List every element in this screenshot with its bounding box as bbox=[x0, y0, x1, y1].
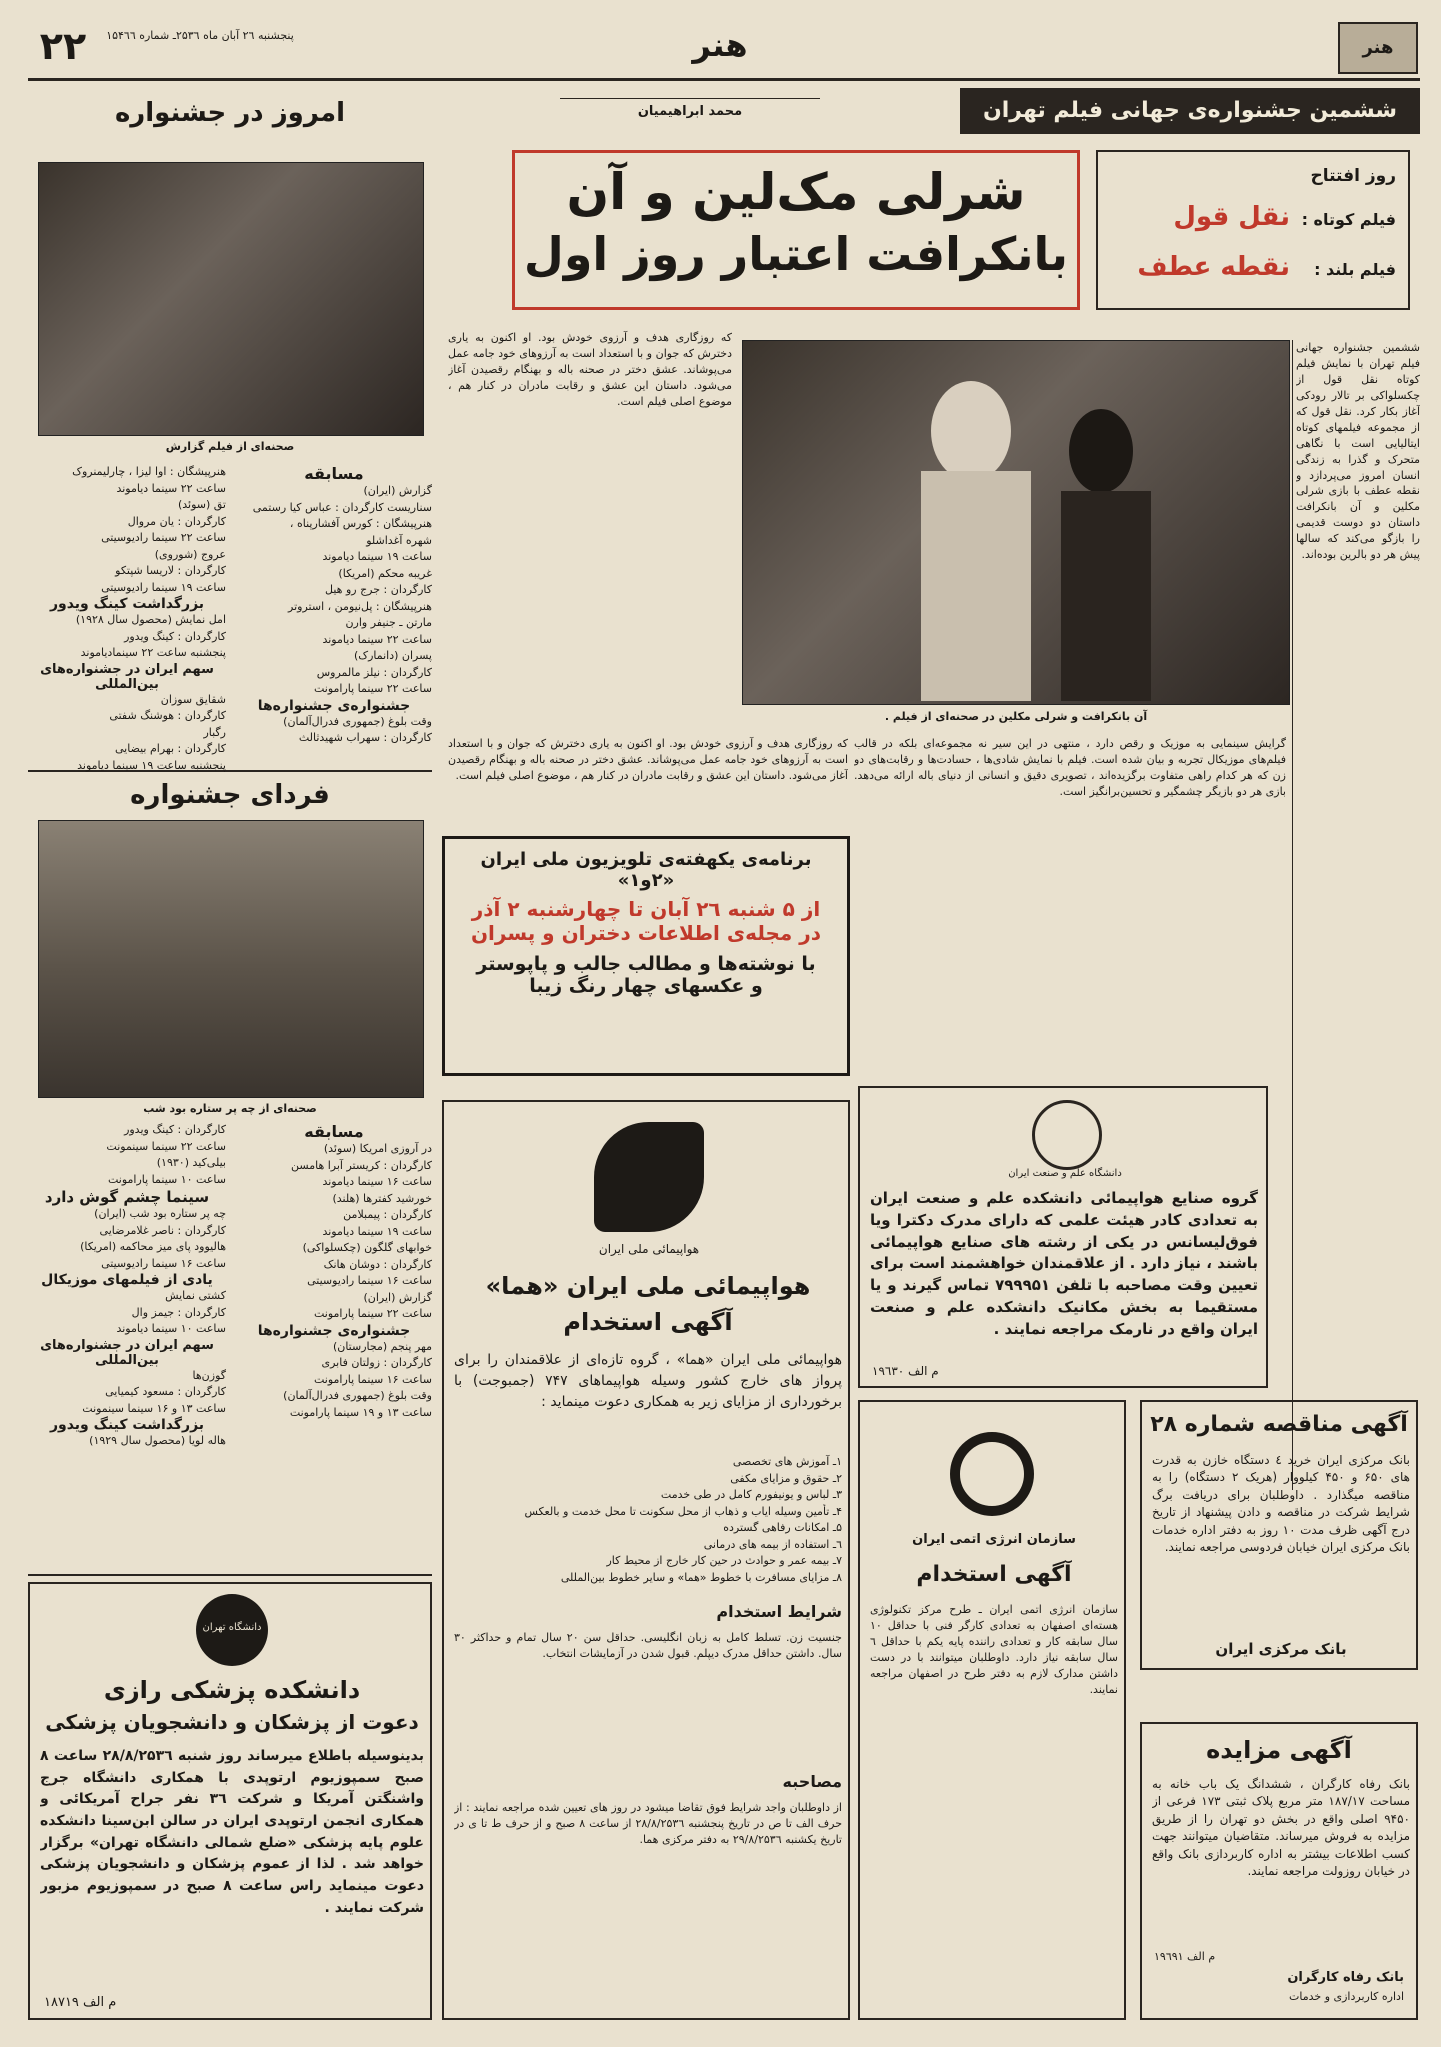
listing-line: ساعت ۲۲ سینما رادیوسیتی bbox=[101, 531, 226, 544]
listing-line: شقایق سوزان bbox=[160, 692, 226, 706]
today-title: امروز در جشنواره bbox=[114, 98, 346, 128]
article-body-lower: که روزگاری هدف و آرزوی خودش بود. او اکنون به یاری دخترش که جوان و با استعداد است به آرزوهای خود جامه عمل می‌پوشاند. عشق دختر در صحنه باله و بهنگام رقصیدن آغاز می‌شود. داستان این عشق و رقابت مادران در کنار هم ، موضوع اصلی فیلم است. bbox=[448, 737, 848, 782]
tv-program-ad bbox=[442, 836, 850, 1076]
tender-ad-title: آگهی مناقصه شماره ۲۸ bbox=[1150, 1412, 1408, 1437]
homa-benefit: ۱ـ آموزش های تخصصی bbox=[732, 1455, 842, 1468]
tender-ad-signature: بانک مرکزی ایران bbox=[1215, 1640, 1347, 1658]
homa-conditions-title: شرایط استخدام bbox=[716, 1602, 842, 1621]
auction-ad-signature-sub: اداره کاربردازی و خدمات bbox=[1289, 1990, 1404, 2003]
homa-benefit: ۵ـ امکانات رفاهی گسترده bbox=[723, 1521, 842, 1534]
listing-line: ساعت ۲۲ سینما پارامونت bbox=[313, 682, 432, 695]
aeoi-org-name: سازمان انرژی اتمی ایران bbox=[912, 1532, 1076, 1547]
listing-line: پنجشنبه ساعت ۲۲ سینمادیاموند bbox=[80, 646, 226, 659]
homa-logo-text: هواپیمائی ملی ایران bbox=[598, 1242, 700, 1256]
listing-line: کارگردان : نیلز مالمروس bbox=[316, 665, 432, 679]
today-photo bbox=[38, 162, 424, 436]
today-col-a-title2: جشنواره‌ی جشنواره‌ها bbox=[257, 697, 411, 714]
section-logo-text: هنر bbox=[1362, 37, 1394, 58]
listing-line: کارگردان : بهرام بیضایی bbox=[114, 742, 226, 755]
today-col-a-title: مسابقه bbox=[304, 464, 364, 483]
university-ad-ref: م الف ۱۹٦۳۰ bbox=[872, 1364, 939, 1378]
auction-ad-signature: بانک رفاه کارگران bbox=[1287, 1970, 1404, 1985]
today-col-b-title: بزرگداشت کینگ ویدور bbox=[49, 596, 205, 612]
listing-line: ساعت ۱۳ و ۱۹ سینما پارامونت bbox=[289, 1405, 432, 1419]
listing-line: ساعت ۲۲ سینما پارامونت bbox=[313, 1307, 432, 1320]
razi-ad-subtitle: دعوت از پزشکان و دانشجویان پزشکی bbox=[45, 1710, 419, 1734]
dancers-figure bbox=[741, 341, 1289, 706]
tv-ad-line-1: برنامه‌ی یکهفته‌ی تلویزیون ملی ایران bbox=[480, 849, 812, 870]
date-line: پنجشنبه ۲٦ آبان ماه ۲۵۳٦ـ شماره ۱۵۴٦٦ bbox=[106, 29, 294, 42]
listing-line: وقت بلوغ (جمهوری فدرال‌آلمان) bbox=[283, 714, 432, 728]
tomorrow-section bbox=[28, 776, 432, 1576]
tv-ad-line-6: و عکسهای چهار رنگ زیبا bbox=[529, 975, 763, 997]
listing-line: ساعت ۱۹ سینما دیاموند bbox=[322, 550, 432, 563]
headline-box bbox=[512, 150, 1080, 310]
university-ad bbox=[858, 1086, 1268, 1388]
article-photo bbox=[742, 340, 1290, 705]
tomorrow-col-a-title: مسابقه bbox=[304, 1122, 364, 1141]
listing-line: خورشید کفترها (هلند) bbox=[332, 1191, 432, 1205]
listing-line: پنجشنبه ساعت ۱۹ سینما دیاموند bbox=[77, 758, 226, 772]
listing-line: گزارش (ایران) bbox=[363, 1290, 432, 1304]
university-ad-text: گروه صنایع هواپیمائی دانشکده علم و صنعت ایران به تعدادی کادر هیئت علمی که دارای مدرک دکترا ویا فوق‌لیسانس در یکی از رشته های صنایع هواپیمائی باشند ، نیاز دارد . از علاقمندان خواهشمند است برای تعیین وقت مصاحبه با تلفن ۷۹۹۹۵۱ تماس گیرند و یا مستقیما به بخش مکانیک دانشکده علم و صنعت ایران واقع در نارمک مراجعه نمایند . bbox=[870, 1189, 1258, 1338]
auction-ad-text: بانک رفاه کارگران ، ششدانگ یک باب خانه به مساحت ۱۸۷/۱۷ متر مربع پلاک ثبتی ۱۷۳ فرعی از ۹۴۵۰ اصلی واقع در بخش دو تهران را از طریق مزایده به فروش میرساند. متقاضیان میتوانند جهت کسب اطلاعات بیشتر به اداره کاربردازی بانک واقع در خیابان روزولت مراجعه نمایند. bbox=[1152, 1777, 1410, 1878]
listing-line: بیلی‌کید (۱۹۳۰) bbox=[156, 1156, 226, 1169]
university-emblem-label: دانشگاه علم و صنعت ایران bbox=[1008, 1168, 1122, 1179]
homa-conditions: جنسیت زن. تسلط کامل به زبان انگلیسی. حداقل سن ۲۰ سال تمام و حداکثر ۳۰ سال. داشتن حداقل مدرک دیپلم. قبول شدن در آزمایشات انتخاب. bbox=[454, 1631, 842, 1660]
listing-line: کارگردان : کینگ ویدور bbox=[124, 629, 226, 643]
listing-line: کارگردان : جیمز وال bbox=[131, 1305, 226, 1319]
headline-line-1: شرلی مک‌لین و آن bbox=[566, 163, 1026, 221]
tender-ad bbox=[1140, 1400, 1418, 1670]
listing-line: ساعت ۱۹ سینما دیاموند bbox=[322, 1224, 432, 1238]
listing-line: پسران (دانمارک) bbox=[353, 649, 432, 662]
listing-line: کارگردان : هوشنگ شفتی bbox=[109, 709, 226, 722]
listing-line: مهر پنجم (مجارستان) bbox=[332, 1339, 432, 1353]
tomorrow-title: فردای جشنواره bbox=[130, 780, 330, 810]
listing-line: ساعت ۱۹ سینما رادیوسیتی bbox=[101, 580, 226, 594]
tv-ad-line-2: «۲و۱» bbox=[617, 870, 675, 891]
short-film-label: فیلم کوتاه : bbox=[1301, 210, 1396, 229]
razi-emblem-label: دانشگاه تهران bbox=[202, 1622, 262, 1633]
listing-line: شهره آغداشلو bbox=[366, 533, 432, 547]
tomorrow-col-b-title3: سهم ایران در جشنواره‌های بین‌المللی bbox=[40, 1337, 214, 1368]
listing-line: غریبه محکم (امریکا) bbox=[338, 566, 432, 580]
today-section bbox=[28, 92, 432, 772]
homa-interview: از داوطلبان واجد شرایط فوق تقاضا میشود در روز های تعیین شده مراجعه نمایند : از حرف الف تا ص در تاریخ پنجشنبه ۲۸/۸/۲۵۳٦ از ساعت ۸ صبح و از حرف ط تا ی در تاریخ یکشنبه ۲۹/۸/۲۵۳٦ به دفتر مرکزی هما. bbox=[454, 1801, 842, 1846]
listing-line: امل نمایش (محصول سال ۱۹۲۸) bbox=[75, 613, 226, 626]
col-rule-1 bbox=[1292, 340, 1293, 1490]
listing-line: کارگردان : ناصر غلامرضایی bbox=[99, 1223, 226, 1237]
listing-line: عروج (شوروی) bbox=[154, 547, 226, 561]
tomorrow-col-b bbox=[28, 1122, 226, 1450]
homa-benefit: ۷ـ بیمه عمر و حوادث در حین کار خارج از محیط کار bbox=[606, 1554, 842, 1567]
razi-ad-title: دانشکده پزشکی رازی bbox=[103, 1676, 361, 1704]
listing-line: کارگردان : کینگ ویدور bbox=[124, 1123, 226, 1136]
headline-line-2: بانکرافت اعتبار روز اول bbox=[523, 227, 1069, 281]
listing-line: گوزن‌ها bbox=[192, 1368, 226, 1382]
listing-line: ساعت ۱۶ سینما رادیوسیتی bbox=[101, 1256, 226, 1270]
homa-benefit: ۴ـ تأمین وسیله ایاب و ذهاب از محل سکونت تا محل خدمت و بالعکس bbox=[524, 1504, 842, 1518]
tomorrow-col-b-title2: یادی از فیلمهای موزیکال bbox=[41, 1272, 213, 1288]
listing-line: تق (سوئد) bbox=[177, 498, 226, 511]
aeoi-ad bbox=[858, 1400, 1126, 2020]
section-logo bbox=[1338, 22, 1418, 74]
listing-line: هنرپیشگان : پل‌نیومن ، استروتر bbox=[288, 599, 432, 613]
section-title: هنر bbox=[692, 26, 748, 64]
auction-ad-ref: م الف ۱۹٦۹۱ bbox=[1154, 1950, 1216, 1963]
article-body-right: ششمین جشنواره جهانی فیلم تهران با نمایش فیلم کوتاه نقل قول از چکسلواکی بر تالار رودکی آغاز بکار کرد. نقل قول که از مجموعه فیلمهای کوتاه ایتالیایی است با نگاهی متحرک و گذرا به زندگی انسان امروز می‌پردازد و نقطه عطف با بازی شرلی مکلین و آن بانکرافت داستان دو دوست قدیمی را بازگو می‌کند که سالها پیش هر دو بالرین بوده‌اند. bbox=[1296, 341, 1420, 562]
short-film-value: نقل قول bbox=[1173, 202, 1290, 232]
homa-benefit: ۳ـ لباس و یونیفورم کامل در طی خدمت bbox=[660, 1488, 842, 1501]
listing-line: وقت بلوغ (جمهوری فدرال‌آلمان) bbox=[283, 1389, 432, 1402]
homa-logo-icon bbox=[594, 1122, 704, 1232]
listing-line: هنرپیشگان : کورس آفشارپناه ، bbox=[289, 517, 432, 530]
listing-line: ساعت ۲۲ سینما دیاموند bbox=[116, 481, 226, 495]
tomorrow-col-a-title2: جشنواره‌ی جشنواره‌ها bbox=[257, 1322, 411, 1339]
tv-ad-line-4: در مجله‌ی اطلاعات دختران و پسران bbox=[470, 921, 822, 945]
listing-line: خوابهای گلگون (چکسلواکی) bbox=[302, 1241, 432, 1254]
tomorrow-col-a bbox=[236, 1122, 432, 1421]
article-photo-caption: آن بانکرافت و شرلی مکلین در صحنه‌ای از فیلم . bbox=[884, 710, 1148, 723]
listing-line: کارگردان : سهراب شهیدثالث bbox=[298, 731, 432, 744]
tv-ad-line-5: با نوشته‌ها و مطالب جالب و پاپوستر bbox=[476, 953, 816, 975]
homa-benefits bbox=[454, 1454, 842, 1586]
listing-line: سناریست کارگردان : عباس کیا رستمی bbox=[252, 500, 432, 514]
listing-line: کارگردان : پیمبلامن bbox=[343, 1208, 432, 1221]
listing-line: گزارش (ایران) bbox=[363, 484, 432, 497]
listing-line: ساعت ۱۶ سینما دیاموند bbox=[322, 1175, 432, 1188]
listing-line: کارگردان : مسعود کیمیایی bbox=[105, 1385, 226, 1398]
article-author: محمد ابراهیمیان bbox=[637, 104, 743, 119]
tomorrow-col-b-title4: بزرگداشت کینگ ویدور bbox=[49, 1417, 205, 1433]
listing-line: ساعت ۲۲ سینما دیاموند bbox=[322, 632, 432, 646]
article-body-left: که روزگاری هدف و آرزوی خودش بود. او اکنون به یاری دخترش که جوان و با استعداد است به آرزوهای خود جامه عمل می‌پوشاند. عشق دختر در صحنه باله و بهنگام رقصیدن آغاز می‌شود. داستان این عشق و رقابت مادران در کنار هم ، موضوع اصلی فیلم است. bbox=[448, 331, 732, 408]
homa-intro: هواپیمائی ملی ایران «هما» ، گروه تازه‌ای از علاقمندان را برای پرواز های خارج کشور وسیله هواپیماهای ۷۴۷ (جمبوجت) با برخورداری از مزایای زیر به همکاری دعوت مینماید : bbox=[454, 1352, 842, 1410]
today-col-b bbox=[28, 464, 226, 774]
auction-ad-title: آگهی مزایده bbox=[1206, 1736, 1352, 1764]
listing-line: هنرپیشگان : اوا لیزا ، چارلیمنروک bbox=[72, 465, 226, 478]
razi-ad-ref: م الف ۱۸۷۱۹ bbox=[44, 1995, 117, 2010]
today-col-a bbox=[236, 464, 432, 747]
listing-line: کارگردان : دوشان هانک bbox=[323, 1257, 432, 1271]
homa-ad-title: آگهی استخدام bbox=[563, 1308, 733, 1336]
listing-line: کشتی نمایش bbox=[165, 1289, 226, 1302]
listing-line: کارگردان : جرج رو هیل bbox=[325, 583, 432, 596]
listing-line: هالیوود پای میز محاکمه (امریکا) bbox=[80, 1240, 226, 1253]
listing-line: در آروزی امریکا (سوئد) bbox=[323, 1142, 432, 1155]
aeoi-ad-text: سازمان انرژی اتمی ایران ـ طرح مرکز تکنولوژی هسته‌ای اصفهان به تعدادی کارگر فنی با حداقل ۱۰ سال سابقه کار و تعدادی راننده پایه یکم با حداقل ٦ سال سابقه نیاز دارد. داوطلبان میتوانند با در دست داشتن مدارک لازم به دفتر طرح در اصفهان مراجعه نمایند. bbox=[870, 1603, 1118, 1696]
aeoi-logo-icon bbox=[950, 1432, 1034, 1516]
author-rule bbox=[560, 98, 820, 99]
listing-line: کارگردان : یان مروال bbox=[127, 514, 226, 528]
tomorrow-photo bbox=[38, 820, 424, 1098]
tender-ad-text: بانک مرکزی ایران خرید ٤ دستگاه خازن به قدرت های ۶۵۰ و ۴۵۰ کیلووار (هریک ۲ دستگاه) را به مناقصه میگذارد . داوطلبان برای دریافت برگ شرایط شرکت در مناقصه و دادن پیشنهاد از تاریخ درج آگهی ظرف مدت ۱۰ روز به دفتر اداره خدمات بانک مرکزی ایران خیابان فردوسی مراجعه نمایند. bbox=[1152, 1453, 1410, 1554]
razi-ad-text: بدینوسیله باطلاع میرساند روز شنبه ۲۸/۸/۲۵۳٦ ساعت ۸ صبح سمپوزیوم ارتوپدی با همکاری دانشگاه جرج واشنگتن آمریکا و شرکت ۳٦ نفر جراح آمریکائی و همکاری انجمن ارتوپدی ایران در سالن ابن‌سینا دانشکده علوم پایه پزشکی «ضلع شمالی دانشگاه تهران» برگزار خواهد شد . لذا از عموم پزشکان و دانشجویان پزشکی دعوت مینماید راس ساعت ۸ صبح در سمپوزیوم مزبور شرکت نمایند . bbox=[40, 1748, 424, 1916]
auction-ad bbox=[1140, 1722, 1418, 2020]
listing-line: رگبار bbox=[203, 725, 226, 739]
opening-day-box bbox=[1096, 150, 1410, 310]
homa-benefit: ۸ـ مزایای مسافرت با خطوط «هما» و سایر خطوط بین‌المللی bbox=[560, 1570, 842, 1584]
page-number: ۲۲ bbox=[39, 24, 87, 68]
tomorrow-col-b-title: سینما چشم گوش دارد bbox=[44, 1188, 210, 1206]
festival-banner: ششمین جشنواره‌ی جهانی فیلم تهران bbox=[960, 88, 1420, 134]
article-body-middle: گرایش سینمایی به موزیک و رقص دارد ، منتهی در این سیر نه مجموعه‌ای بلکه در قالب فیلم‌های موزیکال تجربه و بیان شده است. فیلم با نمایش شادی‌ها ، حسادت‌ها و رقابت‌های دو زن که هر کدام راهی متفاوت برگزیده‌اند ، تصویری دقیق و انسانی از دنیای باله ارائه می‌دهد. بازی هر دو بازیگر چشمگیر و تحسین‌برانگیز است. bbox=[854, 737, 1286, 798]
homa-ad bbox=[442, 1100, 850, 2020]
listing-line: مارتن ـ جنیفر وارن bbox=[345, 616, 432, 629]
listing-line: ساعت ۲۲ سینما سینمونت bbox=[106, 1139, 226, 1153]
homa-benefit: ۲ـ حقوق و مزایای مکفی bbox=[730, 1471, 842, 1485]
listing-line: کارگردان : لاریسا شپتکو bbox=[115, 564, 226, 577]
today-col-b-title2: سهم ایران در جشنواره‌های بین‌المللی bbox=[40, 661, 214, 692]
razi-ad bbox=[28, 1582, 432, 2020]
today-photo-caption: صحنه‌ای از فیلم گزارش bbox=[165, 440, 295, 453]
tomorrow-photo-caption: صحنه‌ای از چه پر ستاره بود شب bbox=[143, 1102, 317, 1115]
listing-line: کارگردان : کریستر آبرا هامسن bbox=[291, 1158, 432, 1172]
header-rule bbox=[28, 78, 1420, 81]
listing-line: ساعت ۱۳ و ۱۶ سینما سینمونت bbox=[82, 1401, 226, 1415]
listing-line: ساعت ۱۶ سینما پارامونت bbox=[313, 1372, 432, 1386]
aeoi-ad-title: آگهی استخدام bbox=[916, 1562, 1072, 1587]
university-emblem-icon bbox=[1032, 1100, 1102, 1170]
listing-line: ساعت ۱۰ سینما پارامونت bbox=[107, 1172, 226, 1186]
tv-ad-line-3: از ۵ شنبه ۲٦ آبان تا چهارشنبه ۲ آذر bbox=[471, 897, 821, 921]
listing-line: ساعت ۱۰ سینما دیاموند bbox=[116, 1322, 226, 1335]
opening-label: روز افتتاح bbox=[1310, 166, 1396, 186]
listing-line: چه پر ستاره بود شب (ایران) bbox=[94, 1207, 226, 1220]
listing-line: ساعت ۱۶ سینما رادیوسیتی bbox=[307, 1274, 432, 1287]
homa-benefit: ٦ـ استفاده از بیمه های درمانی bbox=[703, 1537, 842, 1551]
listing-line: کارگردان : زولتان فابری bbox=[321, 1356, 432, 1369]
homa-interview-title: مصاحبه bbox=[782, 1772, 842, 1791]
homa-brand: هواپیمائی ملی ایران «هما» bbox=[485, 1272, 811, 1300]
feature-film-label: فیلم بلند : bbox=[1314, 260, 1396, 279]
listing-line: هاله لویا (محصول سال ۱۹۲۹) bbox=[89, 1434, 226, 1447]
feature-film-value: نقطه عطف bbox=[1137, 252, 1290, 282]
